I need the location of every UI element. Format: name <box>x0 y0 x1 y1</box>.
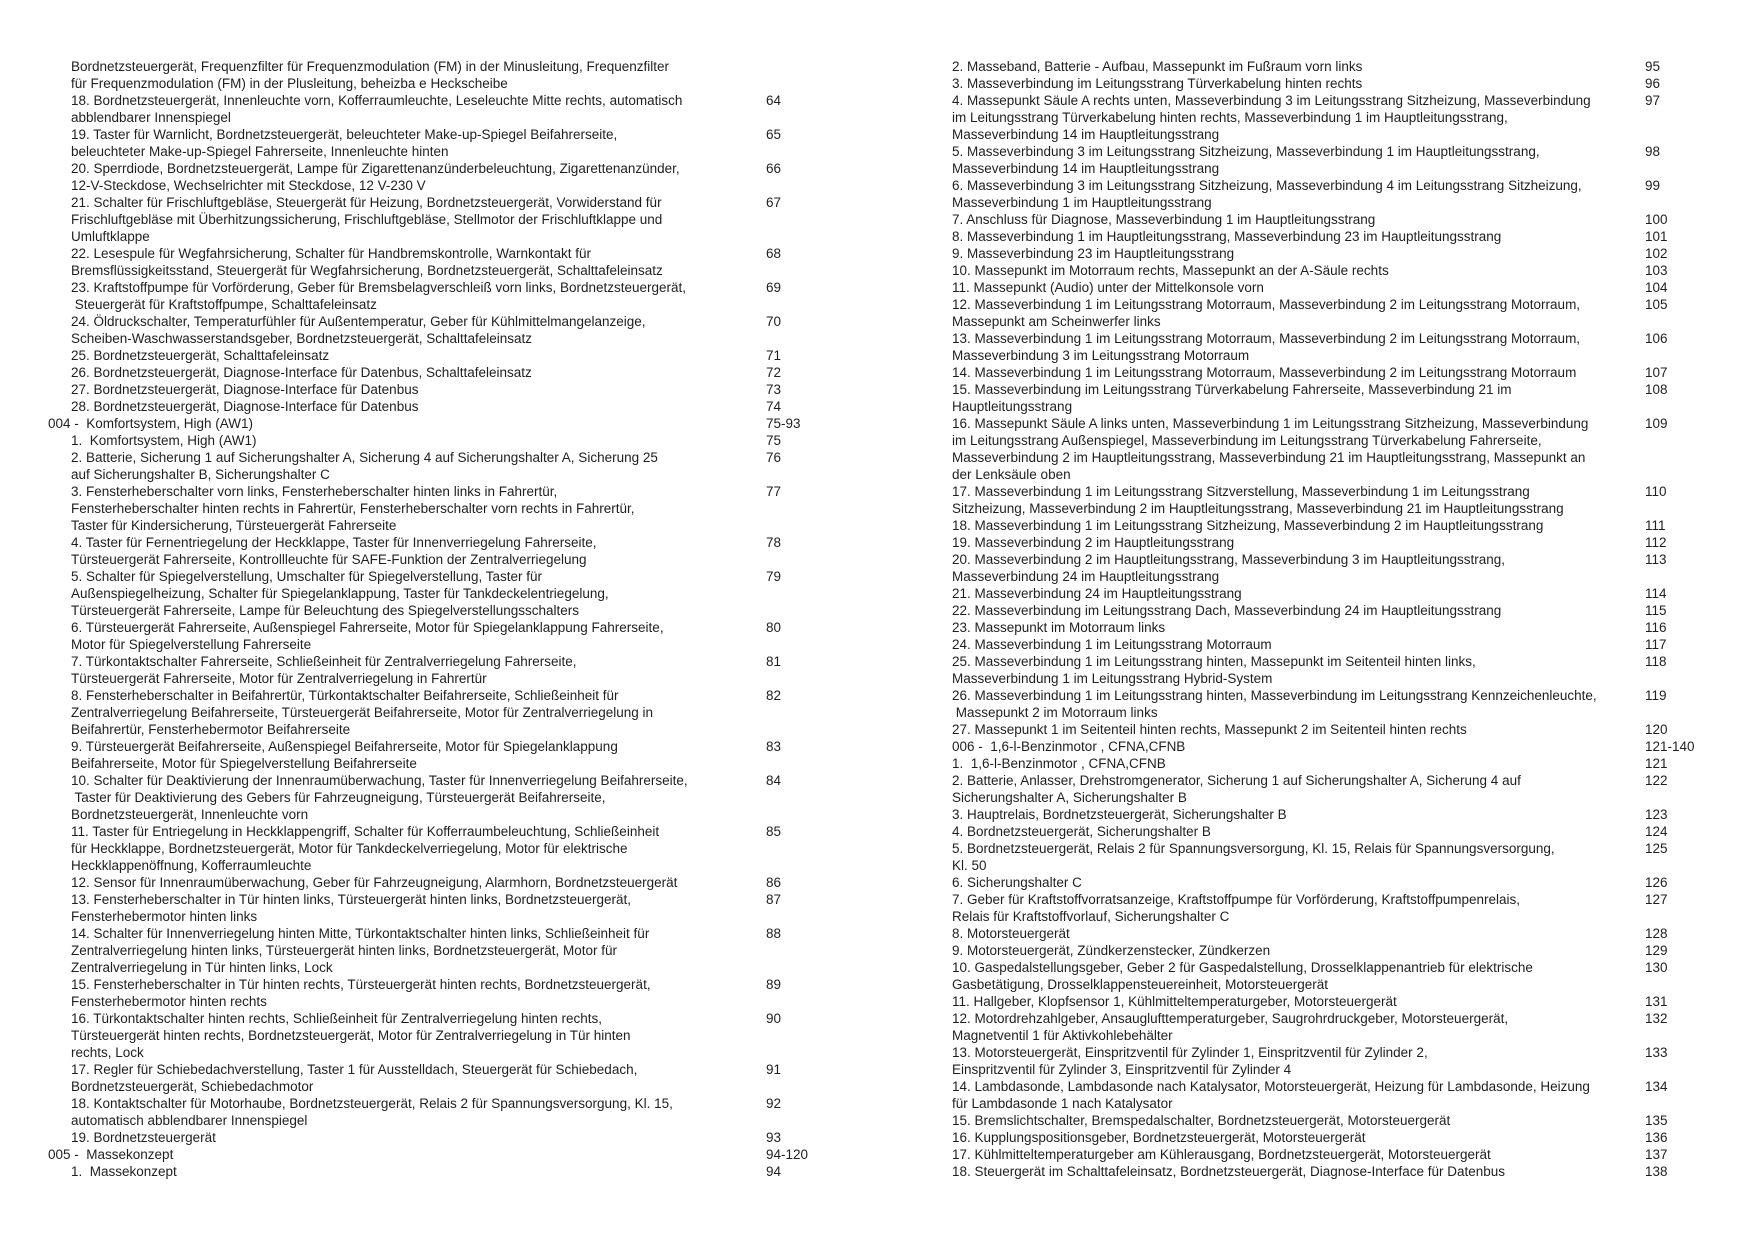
toc-line: Massepunkt am Scheinwerfer links <box>952 314 1161 329</box>
toc-line: 16. Massepunkt Säule A links unten, Masseverbindung 1 im Leitungsstrang Sitzheizung, Masseverbindung <box>952 416 1589 431</box>
page-number: 108 <box>1645 382 1668 397</box>
toc-line: Türsteuergerät Fahrerseite, Kontrollleuchte für SAFE-Funktion der Zentralverriegelung <box>71 552 587 567</box>
toc-entry <box>928 1078 1728 1112</box>
toc-entry <box>928 58 1728 75</box>
toc-line: Außenspiegelheizung, Schalter für Spiegelanklappung, Taster für Tankdeckelentriegelung, <box>71 586 609 601</box>
page-number: 135 <box>1645 1113 1668 1128</box>
toc-line: Frischluftgebläse mit Überhitzungssicherung, Frischluftgebläse, Stellmotor der Frischluftklappe und <box>71 212 663 227</box>
toc-entry <box>48 976 848 1010</box>
page-number: 106 <box>1645 331 1668 346</box>
page-number: 98 <box>1645 144 1661 159</box>
toc-entry <box>928 296 1728 330</box>
page-number: 121 <box>1645 756 1668 771</box>
toc-line: 7. Anschluss für Diagnose, Masseverbindung 1 im Hauptleitungsstrang <box>952 212 1376 227</box>
toc-entry <box>48 398 848 415</box>
toc-line: 8. Masseverbindung 1 im Hauptleitungsstrang, Masseverbindung 23 im Hauptleitungsstrang <box>952 229 1502 244</box>
page-number: 101 <box>1645 229 1668 244</box>
toc-entry <box>48 160 848 194</box>
toc-entry <box>928 925 1728 942</box>
toc-line: Taster für Deaktivierung des Gebers für Fahrzeugneigung, Türsteuergerät Beifahrerseite, <box>71 790 606 805</box>
toc-line: 20. Sperrdiode, Bordnetzsteuergerät, Lampe für Zigarettenanzünderbeleuchtung, Zigarettenanzünder, <box>71 161 680 176</box>
toc-line: beleuchteter Make-up-Spiegel Fahrerseite, Innenleuchte hinten <box>71 144 449 159</box>
toc-line: Masseverbindung 14 im Hauptleitungsstrang <box>952 161 1220 176</box>
toc-line: Sitzheizung, Masseverbindung 2 im Hauptleitungsstrang, Masseverbindung 21 im Hauptleitungsstrang <box>952 501 1564 516</box>
toc-line: 13. Masseverbindung 1 im Leitungsstrang Motorraum, Masseverbindung 2 im Leitungsstrang Motorraum, <box>952 331 1581 346</box>
page-number: 94-120 <box>766 1147 809 1162</box>
toc-line: 21. Masseverbindung 24 im Hauptleitungsstrang <box>952 586 1242 601</box>
toc-line: 6. Masseverbindung 3 im Leitungsstrang Sitzheizung, Masseverbindung 4 im Leitungsstrang Sitzheizung, <box>952 178 1582 193</box>
toc-line: Kl. 50 <box>952 858 987 873</box>
page-number: 87 <box>766 892 782 907</box>
toc-line: 2. Batterie, Sicherung 1 auf Sicherungshalter A, Sicherung 4 auf Sicherungshalter A, Sicherung 25 <box>71 450 658 465</box>
toc-entry <box>928 75 1728 92</box>
toc-line: 21. Schalter für Frischluftgebläse, Steuergerät für Heizung, Bordnetzsteuergerät, Vorwiderstand für <box>71 195 662 210</box>
toc-line: 25. Masseverbindung 1 im Leitungsstrang hinten, Massepunkt im Seitenteil hinten links, <box>952 654 1476 669</box>
toc-entry <box>928 1129 1728 1146</box>
page-number: 72 <box>766 365 782 380</box>
page-number: 71 <box>766 348 782 363</box>
toc-line: Zentralverriegelung hinten links, Türsteuergerät hinten links, Bordnetzsteuergerät, Motor für <box>71 943 618 958</box>
toc-line: 27. Massepunkt 1 im Seitenteil hinten rechts, Massepunkt 2 im Seitenteil hinten rechts <box>952 722 1467 737</box>
toc-line: 18. Masseverbindung 1 im Leitungsstrang Sitzheizung, Masseverbindung 2 im Hauptleitungsstrang <box>952 518 1544 533</box>
toc-section-line: 005 - Massekonzept <box>48 1147 174 1162</box>
page-number: 125 <box>1645 841 1668 856</box>
toc-line: 9. Masseverbindung 23 im Hauptleitungsstrang <box>952 246 1235 261</box>
toc-entry <box>48 279 848 313</box>
toc-line: Zentralverriegelung in Tür hinten links, Lock <box>71 960 333 975</box>
toc-entry <box>928 1163 1728 1180</box>
toc-entry <box>48 772 848 823</box>
toc-entry <box>928 381 1728 415</box>
toc-line: 12. Masseverbindung 1 im Leitungsstrang Motorraum, Masseverbindung 2 im Leitungsstrang Motorraum, <box>952 297 1581 312</box>
toc-line: 23. Massepunkt im Motorraum links <box>952 620 1166 635</box>
toc-entry <box>48 449 848 483</box>
toc-entry <box>48 313 848 347</box>
toc-entry <box>928 262 1728 279</box>
page-number: 128 <box>1645 926 1668 941</box>
toc-line: 22. Masseverbindung im Leitungsstrang Dach, Masseverbindung 24 im Hauptleitungsstrang <box>952 603 1502 618</box>
toc-line: 11. Taster für Entriegelung in Heckklappengriff, Schalter für Kofferraumbeleuchtung, Schließeinheit <box>71 824 660 839</box>
page-number: 124 <box>1645 824 1668 839</box>
page-number: 130 <box>1645 960 1668 975</box>
toc-line: 12-V-Steckdose, Wechselrichter mit Steckdose, 12 V-230 V <box>71 178 426 193</box>
toc-line: 15. Masseverbindung im Leitungsstrang Türverkabelung Fahrerseite, Masseverbindung 21 im <box>952 382 1512 397</box>
page-number: 95 <box>1645 59 1661 74</box>
toc-entry <box>928 1010 1728 1044</box>
page-number: 105 <box>1645 297 1668 312</box>
page-number: 67 <box>766 195 782 210</box>
toc-entry <box>928 840 1728 874</box>
toc-entry <box>928 721 1728 738</box>
toc-entry <box>48 58 848 92</box>
toc-section-line: 004 - Komfortsystem, High (AW1) <box>48 416 254 431</box>
toc-line: Masseverbindung 14 im Hauptleitungsstrang <box>952 127 1220 142</box>
page-number: 113 <box>1645 552 1667 567</box>
toc-line: 12. Motordrehzahlgeber, Ansauglufttemperaturgeber, Saugrohrdruckgeber, Motorsteuergerät, <box>952 1011 1509 1026</box>
toc-entry <box>48 92 848 126</box>
toc-entry <box>928 959 1728 993</box>
toc-line: 27. Bordnetzsteuergerät, Diagnose-Interface für Datenbus <box>71 382 419 397</box>
page-number: 96 <box>1645 76 1661 91</box>
toc-line: 11. Hallgeber, Klopfsensor 1, Kühlmitteltemperaturgeber, Motorsteuergerät <box>952 994 1397 1009</box>
toc-line: Motor für Spiegelverstellung Fahrerseite <box>71 637 312 652</box>
toc-line: Türsteuergerät Fahrerseite, Lampe für Beleuchtung des Spiegelverstellungsschalters <box>71 603 580 618</box>
toc-line: 17. Kühlmitteltemperaturgeber am Kühlerausgang, Bordnetzsteuergerät, Motorsteuergerät <box>952 1147 1491 1162</box>
page-number: 68 <box>766 246 782 261</box>
toc-section-entry <box>48 1146 848 1163</box>
toc-entry <box>928 415 1728 483</box>
toc-line: 17. Masseverbindung 1 im Leitungsstrang Sitzverstellung, Masseverbindung 1 im Leitungsstrang <box>952 484 1530 499</box>
toc-entry <box>928 483 1728 517</box>
toc-entry <box>48 619 848 653</box>
toc-line: rechts, Lock <box>71 1045 144 1060</box>
page-number: 91 <box>766 1062 782 1077</box>
toc-entry <box>48 364 848 381</box>
toc-entry <box>928 211 1728 228</box>
toc-line: Fensterhebermotor hinten rechts <box>71 994 267 1009</box>
toc-line: Masseverbindung 24 im Hauptleitungsstrang <box>952 569 1220 584</box>
toc-entry <box>928 602 1728 619</box>
toc-entry <box>48 738 848 772</box>
page-number: 86 <box>766 875 782 890</box>
page-number: 79 <box>766 569 782 584</box>
toc-line: Umluftklappe <box>71 229 150 244</box>
toc-entry <box>928 330 1728 364</box>
toc-line: 10. Massepunkt im Motorraum rechts, Massepunkt an der A-Säule rechts <box>952 263 1389 278</box>
page-number: 102 <box>1645 246 1668 261</box>
toc-line: Bordnetzsteuergerät, Schiebedachmotor <box>71 1079 314 1094</box>
page-number: 70 <box>766 314 782 329</box>
page-number: 134 <box>1645 1079 1668 1094</box>
toc-line: Bremsflüssigkeitsstand, Steuergerät für Wegfahrsicherung, Bordnetzsteuergerät, Schalttafeleinsatz <box>71 263 663 278</box>
toc-line: 7. Geber für Kraftstoffvorratsanzeige, Kraftstoffpumpe für Vorförderung, Kraftstoffpumpenrelais, <box>952 892 1521 907</box>
toc-entry <box>928 517 1728 534</box>
toc-line: 10. Gaspedalstellungsgeber, Geber 2 für Gaspedalstellung, Drosselklappenantrieb für elektrische <box>952 960 1533 975</box>
toc-column-left <box>48 58 848 1180</box>
toc-line: 5. Bordnetzsteuergerät, Relais 2 für Spannungsversorgung, Kl. 15, Relais für Spannungsversorgung, <box>952 841 1555 856</box>
toc-line: 2. Batterie, Anlasser, Drehstromgenerator, Sicherung 1 auf Sicherungshalter A, Sicherung 4 auf <box>952 773 1521 788</box>
toc-line: Massepunkt 2 im Motorraum links <box>952 705 1158 720</box>
toc-line: für Frequenzmodulation (FM) in der Plusleitung, beheizba e Heckscheibe <box>71 76 508 91</box>
toc-line: Masseverbindung 1 im Leitungsstrang Hybrid-System <box>952 671 1273 686</box>
toc-line: Magnetventil 1 für Aktivkohlebehälter <box>952 1028 1173 1043</box>
toc-line: Türsteuergerät Fahrerseite, Motor für Zentralverriegelung in Fahrertür <box>71 671 487 686</box>
toc-entry <box>928 143 1728 177</box>
page-number: 81 <box>766 654 782 669</box>
toc-line: 10. Schalter für Deaktivierung der Innenraumüberwachung, Taster für Innenverriegelung Beifahrerseite, <box>71 773 688 788</box>
toc-line: 23. Kraftstoffpumpe für Vorförderung, Geber für Bremsbelagverschleiß vorn links, Bordnetzsteuergerät, <box>71 280 687 295</box>
page-number: 122 <box>1645 773 1668 788</box>
page-number: 132 <box>1645 1011 1668 1026</box>
toc-line: 4. Taster für Fernentriegelung der Heckklappe, Taster für Innenverriegelung Fahrerseite, <box>71 535 597 550</box>
toc-entry <box>928 755 1728 772</box>
toc-entry <box>928 993 1728 1010</box>
toc-line: 1. Komfortsystem, High (AW1) <box>71 433 257 448</box>
page-number: 116 <box>1645 620 1667 635</box>
toc-line: 3. Masseverbindung im Leitungsstrang Türverkabelung hinten rechts <box>952 76 1363 91</box>
toc-entry <box>48 347 848 364</box>
page-number: 121-140 <box>1645 739 1695 754</box>
toc-entry <box>928 874 1728 891</box>
page-number: 114 <box>1645 586 1667 601</box>
toc-entry <box>48 194 848 245</box>
toc-line: 16. Türkontaktschalter hinten rechts, Schließeinheit für Zentralverriegelung hinten rechts, <box>71 1011 603 1026</box>
toc-line: Fensterheberschalter hinten rechts in Fahrertür, Fensterheberschalter vorn rechts in Fahrertür, <box>71 501 635 516</box>
toc-line: im Leitungsstrang Türverkabelung hinten rechts, Masseverbindung 1 im Hauptleitungsstrang, <box>952 110 1508 125</box>
toc-line: für Lambdasonde 1 nach Katalysator <box>952 1096 1173 1111</box>
page-number: 112 <box>1645 535 1667 550</box>
toc-section-entry <box>48 415 848 432</box>
page-number: 85 <box>766 824 782 839</box>
toc-line: für Heckklappe, Bordnetzsteuergerät, Motor für Tankdeckelverriegelung, Motor für elektrische <box>71 841 628 856</box>
toc-line: 16. Kupplungspositionsgeber, Bordnetzsteuergerät, Motorsteuergerät <box>952 1130 1366 1145</box>
toc-line: 28. Bordnetzsteuergerät, Diagnose-Interface für Datenbus <box>71 399 419 414</box>
toc-line: Bordnetzsteuergerät, Frequenzfilter für Frequenzmodulation (FM) in der Minusleitung, Frequenzfilter <box>71 59 670 74</box>
toc-line: 4. Bordnetzsteuergerät, Sicherungshalter B <box>952 824 1211 839</box>
page-number: 77 <box>766 484 782 499</box>
toc-line: Heckklappenöffnung, Kofferraumleuchte <box>71 858 312 873</box>
toc-entry <box>928 585 1728 602</box>
page-number: 138 <box>1645 1164 1668 1179</box>
toc-entry <box>48 381 848 398</box>
toc-line: Fensterhebermotor hinten links <box>71 909 258 924</box>
page-number: 120 <box>1645 722 1668 737</box>
toc-entry <box>48 653 848 687</box>
toc-column-right <box>928 58 1728 1180</box>
toc-line: im Leitungsstrang Außenspiegel, Masseverbindung im Leitungsstrang Türverkabelung Fahrerseite, <box>952 433 1542 448</box>
toc-line: 13. Motorsteuergerät, Einspritzventil für Zylinder 1, Einspritzventil für Zylinder 2, <box>952 1045 1428 1060</box>
toc-entry <box>928 772 1728 806</box>
page-number: 111 <box>1645 518 1666 533</box>
toc-line: 8. Motorsteuergerät <box>952 926 1070 941</box>
page-number: 92 <box>766 1096 782 1111</box>
page-number: 66 <box>766 161 782 176</box>
toc-entry <box>928 228 1728 245</box>
toc-line: Türsteuergerät hinten rechts, Bordnetzsteuergerät, Motor für Zentralverriegelung in Tür hinten <box>71 1028 631 1043</box>
toc-entry <box>928 636 1728 653</box>
toc-line: 14. Masseverbindung 1 im Leitungsstrang Motorraum, Masseverbindung 2 im Leitungsstrang Motorraum <box>952 365 1577 380</box>
toc-line: 3. Fensterheberschalter vorn links, Fensterheberschalter hinten links in Fahrertür, <box>71 484 558 499</box>
toc-line: 13. Fensterheberschalter in Tür hinten links, Türsteuergerät hinten links, Bordnetzsteuergerät, <box>71 892 632 907</box>
toc-line: automatisch abblendbarer Innenspiegel <box>71 1113 308 1128</box>
toc-entry <box>928 653 1728 687</box>
toc-line: 9. Türsteuergerät Beifahrerseite, Außenspiegel Beifahrerseite, Motor für Spiegelanklappung <box>71 739 618 754</box>
toc-line: 11. Massepunkt (Audio) unter der Mittelkonsole vorn <box>952 280 1264 295</box>
toc-line: Masseverbindung 1 im Hauptleitungsstrang <box>952 195 1212 210</box>
toc-line: 6. Türsteuergerät Fahrerseite, Außenspiegel Fahrerseite, Motor für Spiegelanklappung Fahrerseite, <box>71 620 664 635</box>
toc-entry <box>928 942 1728 959</box>
toc-line: der Lenksäule oben <box>952 467 1071 482</box>
page-number: 83 <box>766 739 782 754</box>
toc-entry <box>48 1010 848 1061</box>
toc-line: Steuergerät für Kraftstoffpumpe, Schalttafeleinsatz <box>71 297 377 312</box>
toc-entry <box>48 925 848 976</box>
toc-entry <box>928 806 1728 823</box>
toc-line: 15. Bremslichtschalter, Bremspedalschalter, Bordnetzsteuergerät, Motorsteuergerät <box>952 1113 1451 1128</box>
page-number: 137 <box>1645 1147 1668 1162</box>
toc-line: Beifahrerseite, Motor für Spiegelverstellung Beifahrerseite <box>71 756 417 771</box>
toc-entry <box>48 1061 848 1095</box>
page-number: 133 <box>1645 1045 1668 1060</box>
toc-line: 3. Hauptrelais, Bordnetzsteuergerät, Sicherungshalter B <box>952 807 1287 822</box>
page-number: 119 <box>1645 688 1667 703</box>
page-number: 99 <box>1645 178 1661 193</box>
toc-entry <box>48 245 848 279</box>
toc-section-entry <box>928 738 1728 755</box>
toc-line: 26. Bordnetzsteuergerät, Diagnose-Interface für Datenbus, Schalttafeleinsatz <box>71 365 532 380</box>
toc-entry <box>48 874 848 891</box>
page-number: 65 <box>766 127 782 142</box>
toc-entry <box>48 891 848 925</box>
page-number: 80 <box>766 620 782 635</box>
page-number: 109 <box>1645 416 1668 431</box>
toc-line: 5. Masseverbindung 3 im Leitungsstrang Sitzheizung, Masseverbindung 1 im Hauptleitungsstrang, <box>952 144 1540 159</box>
toc-entry <box>48 483 848 534</box>
toc-line: 2. Masseband, Batterie - Aufbau, Massepunkt im Fußraum vorn links <box>952 59 1363 74</box>
page-number: 104 <box>1645 280 1668 295</box>
toc-line: 15. Fensterheberschalter in Tür hinten rechts, Türsteuergerät hinten rechts, Bordnetzsteuergerät, <box>71 977 651 992</box>
page-number: 126 <box>1645 875 1668 890</box>
page-number: 93 <box>766 1130 782 1145</box>
toc-line: 7. Türkontaktschalter Fahrerseite, Schließeinheit für Zentralverriegelung Fahrerseite, <box>71 654 577 669</box>
toc-line: Einspritzventil für Zylinder 3, Einspritzventil für Zylinder 4 <box>952 1062 1292 1077</box>
page-number: 84 <box>766 773 782 788</box>
page-number: 89 <box>766 977 782 992</box>
toc-entry <box>928 891 1728 925</box>
toc-entry <box>928 1044 1728 1078</box>
page-number: 75-93 <box>766 416 801 431</box>
toc-entry <box>928 1112 1728 1129</box>
toc-line: 5. Schalter für Spiegelverstellung, Umschalter für Spiegelverstellung, Taster für <box>71 569 542 584</box>
page-number: 110 <box>1645 484 1667 499</box>
page-number: 103 <box>1645 263 1668 278</box>
toc-line: Beifahrertür, Fensterhebermotor Beifahrerseite <box>71 722 351 737</box>
page-number: 90 <box>766 1011 782 1026</box>
toc-line: 17. Regler für Schiebedachverstellung, Taster 1 für Ausstelldach, Steuergerät für Schiebedach, <box>71 1062 638 1077</box>
toc-entry <box>48 687 848 738</box>
toc-line: 22. Lesespule für Wegfahrsicherung, Schalter für Handbremskontrolle, Warnkontakt für <box>71 246 592 261</box>
toc-entry <box>928 687 1728 721</box>
toc-line: Taster für Kindersicherung, Türsteuergerät Fahrerseite <box>71 518 397 533</box>
toc-line: 8. Fensterheberschalter in Beifahrertür, Türkontaktschalter Beifahrerseite, Schließeinheit für <box>71 688 619 703</box>
toc-entry <box>48 1095 848 1129</box>
page-number: 97 <box>1645 93 1661 108</box>
page-number: 64 <box>766 93 782 108</box>
toc-line: 18. Steuergerät im Schalttafeleinsatz, Bordnetzsteuergerät, Diagnose-Interface für Datenbus <box>952 1164 1506 1179</box>
toc-entry <box>48 1163 848 1180</box>
toc-line: 19. Bordnetzsteuergerät <box>71 1130 216 1145</box>
toc-entry <box>928 245 1728 262</box>
page-number: 129 <box>1645 943 1668 958</box>
toc-entry <box>928 619 1728 636</box>
toc-line: 14. Lambdasonde, Lambdasonde nach Katalysator, Motorsteuergerät, Heizung für Lambdasonde, Heizung <box>952 1079 1590 1094</box>
toc-line: Masseverbindung 2 im Hauptleitungsstrang, Masseverbindung 21 im Hauptleitungsstrang, Massepunkt an <box>952 450 1586 465</box>
toc-entry <box>48 568 848 619</box>
page-number: 78 <box>766 535 782 550</box>
page-number: 94 <box>766 1164 782 1179</box>
page-number: 117 <box>1645 637 1667 652</box>
toc-entry <box>48 126 848 160</box>
toc-entry <box>928 92 1728 143</box>
toc-entry <box>48 823 848 874</box>
toc-line: Masseverbindung 3 im Leitungsstrang Motorraum <box>952 348 1250 363</box>
toc-line: Bordnetzsteuergerät, Innenleuchte vorn <box>71 807 309 822</box>
toc-entry <box>928 823 1728 840</box>
toc-line: 1. Massekonzept <box>71 1164 177 1179</box>
toc-line: auf Sicherungshalter B, Sicherungshalter C <box>71 467 330 482</box>
toc-entry <box>928 551 1728 585</box>
page-number: 118 <box>1645 654 1667 669</box>
toc-entry <box>48 1129 848 1146</box>
toc-line: Relais für Kraftstoffvorlauf, Sicherungshalter C <box>952 909 1230 924</box>
page-number: 82 <box>766 688 782 703</box>
toc-line: 14. Schalter für Innenverriegelung hinten Mitte, Türkontaktschalter hinten links, Schließeinheit für <box>71 926 650 941</box>
toc-section-line: 006 - 1,6-l-Benzinmotor , CFNA,CFNB <box>952 739 1186 754</box>
toc-line: 26. Masseverbindung 1 im Leitungsstrang hinten, Masseverbindung im Leitungsstrang Kennzeichenleuchte, <box>952 688 1597 703</box>
page-number: 73 <box>766 382 782 397</box>
toc-entry <box>928 1146 1728 1163</box>
toc-line: Zentralverriegelung Beifahrerseite, Türsteuergerät Beifahrerseite, Motor für Zentralverriegelung in <box>71 705 654 720</box>
toc-line: 1. 1,6-l-Benzinmotor , CFNA,CFNB <box>952 756 1166 771</box>
toc-line: 20. Masseverbindung 2 im Hauptleitungsstrang, Masseverbindung 3 im Hauptleitungsstrang, <box>952 552 1506 567</box>
toc-entry <box>928 364 1728 381</box>
toc-line: 6. Sicherungshalter C <box>952 875 1082 890</box>
toc-line: Gasbetätigung, Drosselklappensteuereinheit, Motorsteuergerät <box>952 977 1328 992</box>
toc-line: 19. Masseverbindung 2 im Hauptleitungsstrang <box>952 535 1235 550</box>
page-number: 100 <box>1645 212 1668 227</box>
toc-entry <box>928 534 1728 551</box>
page-number: 75 <box>766 433 782 448</box>
page-number: 136 <box>1645 1130 1668 1145</box>
toc-entry <box>928 279 1728 296</box>
page-number: 69 <box>766 280 782 295</box>
page-number: 123 <box>1645 807 1668 822</box>
toc-line: abblendbarer Innenspiegel <box>71 110 231 125</box>
page-number: 76 <box>766 450 782 465</box>
toc-line: Sicherungshalter A, Sicherungshalter B <box>952 790 1187 805</box>
toc-entry <box>48 534 848 568</box>
page-number: 88 <box>766 926 782 941</box>
toc-line: Hauptleitungsstrang <box>952 399 1073 414</box>
toc-line: 24. Öldruckschalter, Temperaturfühler für Außentemperatur, Geber für Kühlmittelmangelanzeige, <box>71 314 646 329</box>
page-number: 74 <box>766 399 782 414</box>
page-number: 115 <box>1645 603 1667 618</box>
toc-line: 9. Motorsteuergerät, Zündkerzenstecker, Zündkerzen <box>952 943 1271 958</box>
toc-line: 25. Bordnetzsteuergerät, Schalttafeleinsatz <box>71 348 330 363</box>
toc-line: 18. Kontaktschalter für Motorhaube, Bordnetzsteuergerät, Relais 2 für Spannungsversorgung, Kl. 15, <box>71 1096 673 1111</box>
page-number: 131 <box>1645 994 1668 1009</box>
toc-entry <box>928 177 1728 211</box>
toc-line: Scheiben-Waschwasserstandsgeber, Bordnetzsteuergerät, Schalttafeleinsatz <box>71 331 533 346</box>
toc-line: 19. Taster für Warnlicht, Bordnetzsteuergerät, beleuchteter Make-up-Spiegel Beifahrerseite, <box>71 127 618 142</box>
toc-line: 24. Masseverbindung 1 im Leitungsstrang Motorraum <box>952 637 1272 652</box>
toc-entry <box>48 432 848 449</box>
toc-line: 12. Sensor für Innenraumüberwachung, Geber für Fahrzeugneigung, Alarmhorn, Bordnetzsteuergerät <box>71 875 678 890</box>
page-number: 127 <box>1645 892 1668 907</box>
page-number: 107 <box>1645 365 1668 380</box>
toc-line: 4. Massepunkt Säule A rechts unten, Masseverbindung 3 im Leitungsstrang Sitzheizung, Masseverbindung <box>952 93 1591 108</box>
toc-line: 18. Bordnetzsteuergerät, Innenleuchte vorn, Kofferraumleuchte, Leseleuchte Mitte rechts, automatisch <box>71 93 683 108</box>
